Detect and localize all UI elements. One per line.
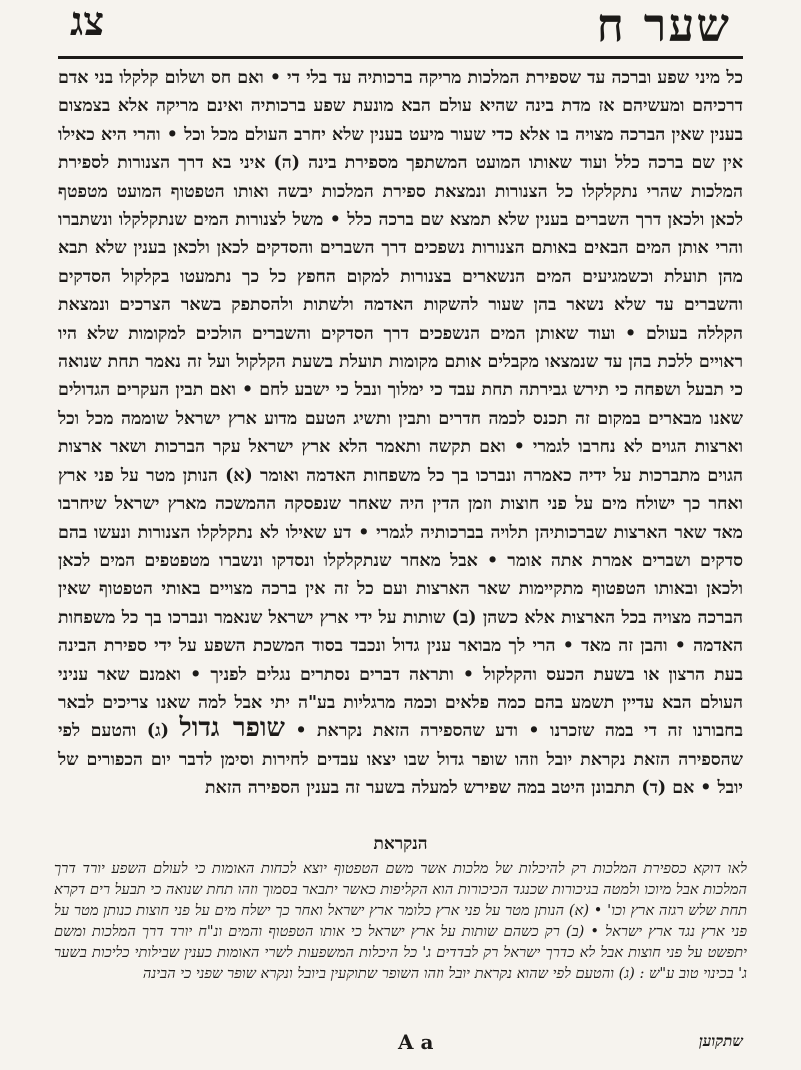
main-paragraph: כל מיני שפע וברכה עד שספירת המלכות מריקה ברכותיה עד בלי די • ואם חס ושלום קלקלו בני אדם דרכיהם ומעשיהם אז מדת בינה שהיא עולם הבא מונעת שפע ברכותיה ואינם מריקה אלא בצמצום בענין שאין הברכה מצויה בו אלא כדי שעור מיעט בענין שלא יחרב העולם מכל וכל • והרי היא כאילו אין שם ברכה כלל ועוד שאותו המועט המשתפך מספירת בינה (ה) איני בא דרך הצנורות לספירת המלכות שהרי נתקלקלו כל הצנורות ונמצאת ספירת המלכות יבשה ואותו הטפטוף המועט מטפטף לכאן ולכאן דרך השברים בענין שלא תמצא שם ברכה כלל • משל לצנורות המים שנתקלקלו ונשתברו והרי אותן המים הבאים באותם הצנורות נשפכים דרך השברים והסדקים לכאן ולכאן בענין שלא תבא מהן תועלת וכשמגיעים המים הנשארים בצנורות למקום החפץ כל כך נתמעטו בקלקול הסדקים והשברים עד שלא נשאר בהן שעור להשקות האדמה ולשתות ולהסתפק בשאר הצרכים ונמצאת הקללה בעולם • ועוד שאותן המים הנשפכים דרך הסדקים והשברים הולכים למקומות שלא היו ראויים ללכת בהן עד שנמצאו מקבלים אותם מקומות תועלת בשעת הקלקול ועל זה נאמר תחת שנואה כי תבעל ושפחה כי תירש גבירתה תחת עבד כי ימלוך ונבל כי ישבע לחם • ואם תבין העקרים הגדולים שאנו מבארים במקום זה תכנס לכמה חדרים ותבין ותשיג הטעם מדוע ארץ ישראל שוממה מכל וכל וארצות הגוים לא נחרבו לגמרי • ואם תקשה ותאמר הלא ארץ ישראל עקר הברכות ושאר ארצות הגוים מתברכות על ידיה כאמרה ונברכו בך כל משפחות האדמה ואומר (א) הנותן מטר על פני ארץ ואחר כך ישולח מים על פני חוצות וזמן הדין היה שאחר שנפסקה ההמשכה מארץ ישראל שיחרבו מאד שאר הארצות שברכותיהן תלויה בברכותיה לגמרי • דע שאילו לא נתקלקלו הצנורות ונעשו בהם סדקים ושברים אמרת אתה אומר • אבל מאחר שנתקלקלו ונסדקו ונשברו מטפטפים המים לכאן ולכאן ובאותו הטפטוף מתקיימות שאר הארצות ועם כל זה אין ברכה מצויים באותי הטפטוף שאין הברכה מצויה בכל הארצות אלא כשהן (ב) שותות על ידי ארץ ישראל שנאמר ונברכו בך כל משפחות האדמה • והבן זה מאד • הרי לך מבואר ענין גדול ונכבד בסוד המשכת השפע על ידי ספירת הבינה בעת הרצון או בשעת הכעס והקלקול • ותראה דברים נסתרים נגלים לפניך • ואמנם שאר עניני העולם הבא עדיין תשמע בהם כמה פלאים וכמה מרגליות בע"ה יתי אבל למה שאנו צריכים לבאר בחבורנו זה די במה שזכרנו • ודע שהספירה הזאת נקראת • [58,68,743,742]
closing-word: הנקראת [373,834,428,854]
highlighted-term: שופר גדול [179,713,285,744]
commentary-notes [54,858,747,984]
page-header [70,2,731,54]
chapter-title: שער ח [596,0,731,52]
notes-text: לאו דוקא כספירת המלכות רק להיכלות של מלכות אשר משם הטפטוף יוצא לכחות האומות כי לעולם השפע יורד דרך המלכות אבל מיוכו ולמטה בגיכורות שכנגד הכיכורות הוא הקליפות כאשר יתבאר בסמוך וזהו תחת שנואה כי תבעל רים דקרא תחת שלש רגזה ארץ וכו' • (א) הנותן מטר על פני ארץ כלומר ארץ ישראל ואחר כך ישלח מים על פני חוצות כנותן מטר על פני ארץ נגד ארץ ישראל • (ב) רק כשהם שותות על ארץ ישראל כי אותו הטפטוף והמים ונ"ח יורד דרך המלכות ומשם יתפשט על פני חוצות אבל לא כדרך ישראל רק לבדדים ג' כל היכלות המשפעות לשרי האומות כענין שבילותי כליכות בשער ג' בכינוי טוב ע"ש : (ג) והטעם לפי שהוא נקראת יובל וזהו השופר שתוקעין ביובל ונקרא שופר שפני כי הבינה [54,860,748,982]
page-footer [58,1032,743,1058]
main-text [58,64,743,803]
page-number: צג [70,0,105,45]
catchword: שתקוען [699,1032,743,1050]
signature-mark: A a [398,1030,434,1054]
main-paragraph-continued: (ג) והטעם לפי שהספירה הזאת נקראת יובל וזהו שופר גדול שבו יצאו עבדים לחירות וסימן לדבר יום הכפורים של יובל • אם (ד) תתבונן היטב במה שפירש למעלה בשער זה בענין הספירה הזאת [58,721,743,799]
header-rule [58,56,743,59]
